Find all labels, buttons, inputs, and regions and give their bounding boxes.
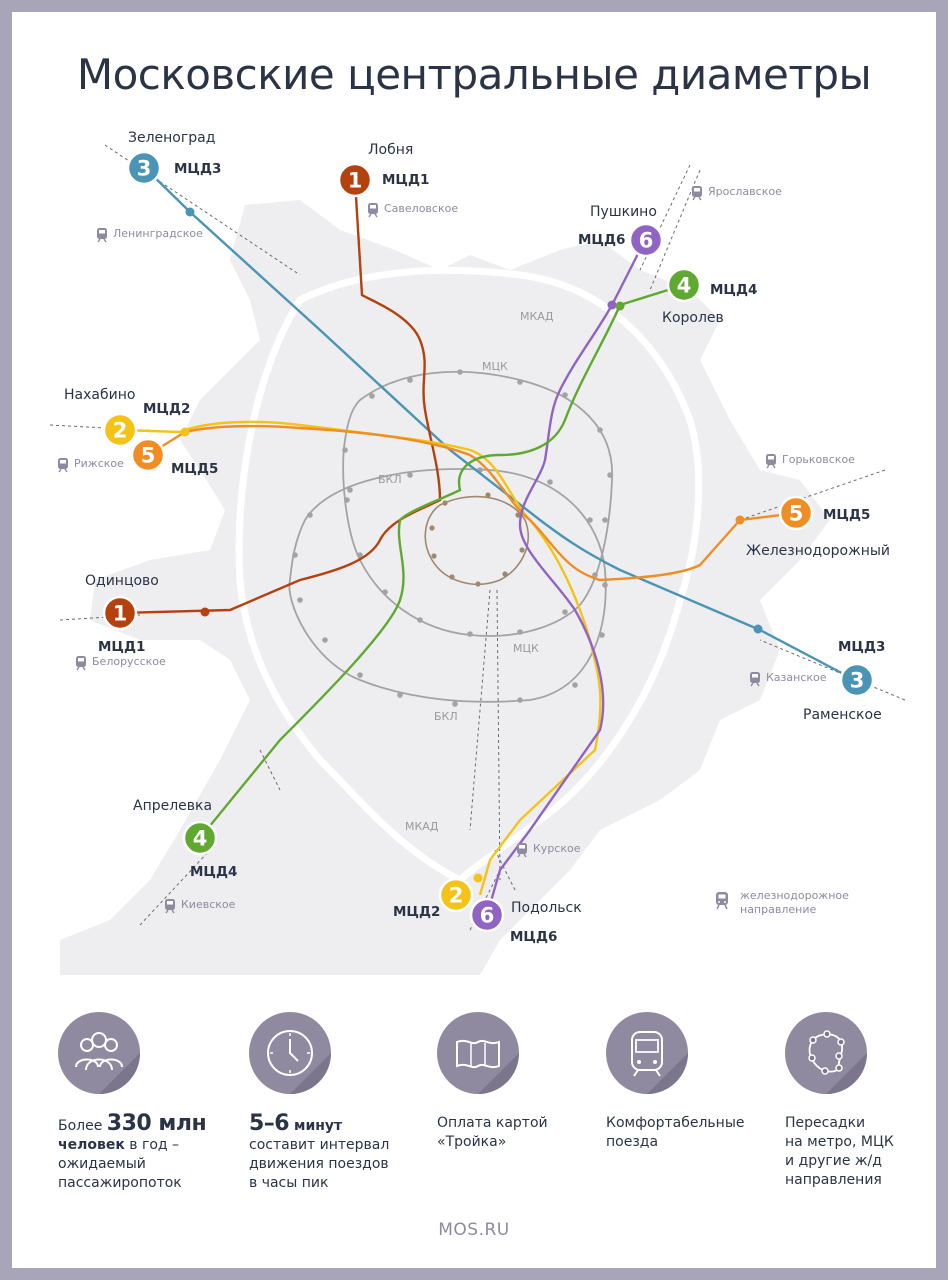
terminal-zelenograd	[128, 130, 221, 184]
train-icon	[606, 1012, 688, 1094]
mcd6-station-dot	[608, 301, 617, 310]
train-icon	[766, 454, 776, 468]
railway-station-label: Курское	[533, 842, 581, 855]
train-icon	[716, 892, 728, 909]
railway-station-label: Ярославское	[708, 185, 782, 198]
feature-bold: человек	[58, 1137, 125, 1153]
feature-trains	[606, 1012, 776, 1152]
railway-station-label: Савеловское	[384, 202, 459, 215]
railway-station-label: Киевское	[181, 898, 236, 911]
feature-line3: и другие ж/д	[785, 1153, 882, 1169]
railway-station-label: Казанское	[766, 671, 827, 684]
line-number: 6	[638, 228, 654, 253]
train-icon	[368, 203, 378, 217]
mcd4-station-dot	[616, 302, 625, 311]
line-code: МЦД4	[190, 864, 238, 880]
feature-line2: движения поездов	[249, 1156, 389, 1172]
people-icon	[58, 1012, 140, 1094]
station-name: Королев	[662, 310, 724, 326]
mcd-map	[12, 12, 936, 1000]
mkad-label: МКАД	[405, 820, 439, 833]
mck-label: МЦК	[513, 642, 539, 655]
railway-station-gorkovskoe	[766, 453, 855, 468]
train-icon	[97, 228, 107, 242]
railway-station-label: Горьковское	[782, 453, 855, 466]
feature-line1: Пересадки	[785, 1115, 866, 1131]
railway-station-label: Рижское	[74, 457, 124, 470]
feature-bold: минут	[289, 1118, 343, 1134]
line-number: 4	[192, 826, 208, 851]
clock-icon	[249, 1012, 331, 1094]
feature-transfers	[785, 1012, 936, 1190]
line-code: МЦД2	[143, 401, 191, 417]
feature-line4: направления	[785, 1172, 882, 1188]
station-name: Зеленоград	[128, 130, 216, 146]
feature-line2: «Тройка»	[437, 1134, 507, 1150]
train-icon	[58, 458, 68, 472]
line-number: 3	[136, 156, 152, 181]
feature-passengers	[58, 1012, 228, 1193]
station-name: Подольск	[511, 900, 582, 916]
line-number: 2	[112, 418, 128, 443]
railway-station-yaroslavskoe	[692, 185, 782, 200]
page-title: Московские центральные диаметры	[76, 50, 872, 99]
mcd2-station-dot	[181, 428, 190, 437]
bkl-label: БКЛ	[434, 710, 458, 723]
mcd3-station-dot	[186, 208, 195, 217]
station-name: Пушкино	[590, 204, 657, 220]
line-code: МЦД3	[174, 161, 222, 177]
railway-station-belorusskoe	[76, 655, 166, 670]
legend-text-line1: железнодорожное	[740, 889, 849, 902]
terminal-korolev	[662, 269, 757, 326]
station-name: Одинцово	[85, 573, 159, 589]
line-code: МЦД1	[382, 172, 430, 188]
railway-station-savelovskoe	[368, 202, 458, 217]
mcd2-station-dot	[474, 874, 483, 883]
line-number: 5	[140, 443, 156, 468]
line-code: МЦД1	[98, 639, 146, 655]
feature-line2: ожидаемый	[58, 1156, 146, 1172]
line-code: МЦД5	[171, 461, 219, 477]
feature-interval	[249, 1012, 419, 1193]
line-number: 6	[479, 903, 495, 928]
legend	[716, 889, 849, 916]
feature-troika	[437, 1012, 607, 1152]
feature-line2: на метро, МЦК	[785, 1134, 894, 1150]
line-code: МЦД2	[393, 904, 441, 920]
line-code: МЦД3	[838, 639, 886, 655]
line-number: 5	[788, 501, 804, 526]
line-number: 1	[112, 601, 128, 626]
railway-station-label: Белорусское	[92, 655, 166, 668]
station-name: Апрелевка	[133, 798, 213, 814]
feature-line1: Оплата картой	[437, 1115, 548, 1131]
mkad-label: МКАД	[520, 310, 554, 323]
mcd3-station-dot	[754, 625, 763, 634]
feature-line2: поезда	[606, 1134, 659, 1150]
transfer-icon	[785, 1012, 867, 1094]
railway-station-label: Ленинградское	[113, 227, 203, 240]
station-name: Железнодорожный	[746, 543, 891, 559]
feature-rest: в год –	[124, 1137, 180, 1153]
line-number: 4	[676, 273, 692, 298]
feature-big: 5–6	[249, 1111, 290, 1136]
feature-line3: пассажиропоток	[58, 1175, 182, 1191]
train-icon	[76, 656, 86, 670]
footer-brand: MOS.RU	[438, 1220, 510, 1240]
legend-text-line2: направление	[740, 903, 817, 916]
feature-big: 330 млн	[106, 1111, 207, 1136]
line-number: 1	[347, 168, 363, 193]
terminal-lobnya	[339, 142, 429, 196]
railway-station-leningradskoe	[97, 227, 203, 242]
station-name: Нахабино	[64, 387, 136, 403]
line-code: МЦД6	[578, 232, 626, 248]
feature-line3: в часы пик	[249, 1175, 329, 1191]
feature-line1: Комфортабельные	[606, 1115, 745, 1131]
line-code: МЦД5	[823, 507, 871, 523]
line-code: МЦД4	[710, 282, 758, 298]
line-number: 2	[448, 883, 464, 908]
railway-station-rizhskoe	[58, 457, 124, 472]
infographic-page	[12, 12, 936, 1268]
line-number: 3	[849, 668, 865, 693]
station-name: Лобня	[368, 142, 414, 158]
train-icon	[692, 186, 702, 200]
mck-label: МЦК	[482, 360, 508, 373]
terminal-nakhabino	[64, 387, 190, 446]
line-code: МЦД6	[510, 929, 558, 945]
feature-line1: составит интервал	[249, 1137, 390, 1153]
mcd5-station-dot	[736, 516, 745, 525]
station-name: Раменское	[803, 707, 882, 723]
feature-pre: Более	[58, 1118, 107, 1134]
bkl-label: БКЛ	[378, 473, 402, 486]
card-icon	[437, 1012, 519, 1094]
mcd1-station-dot	[201, 608, 210, 617]
